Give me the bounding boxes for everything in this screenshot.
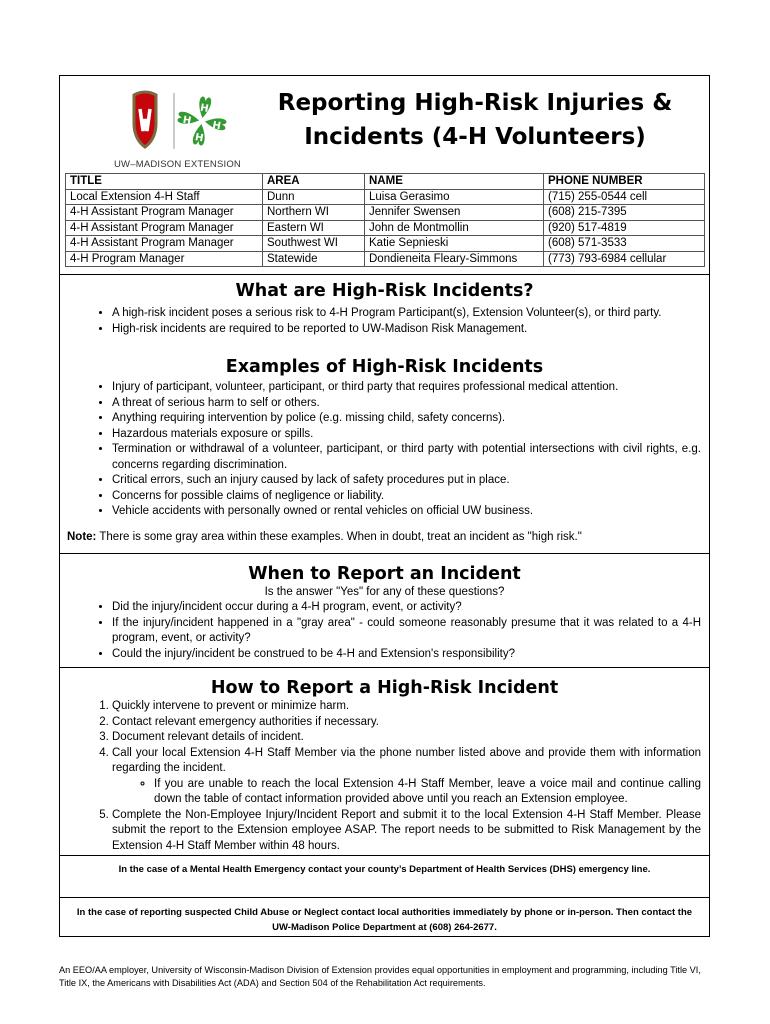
header [60, 76, 709, 171]
column-header-name: NAME [365, 174, 544, 190]
column-header-title: TITLE [66, 174, 263, 190]
cell-area: Statewide [263, 251, 365, 267]
table-row [66, 251, 705, 267]
examples-heading: Examples of High-Risk Incidents [225, 357, 544, 377]
list-item: • Anything requiring intervention by police (e.g. missing child, safety concerns). [112, 411, 701, 427]
how-steps [60, 699, 709, 854]
table-row [66, 189, 705, 205]
cell-title: Local Extension 4-H Staff [66, 189, 263, 205]
divider [60, 553, 709, 554]
cell-area: Eastern WI [263, 220, 365, 236]
step-item: 5. Complete the Non-Employee Injury/Incident Report and submit it to the local Extension 4-H Staff Member. Please submit the report to the Extension employee ASAP. The report needs to be submitted to Risk Management by the Extension 4-H Staff Member within 48 hours. [112, 808, 701, 855]
when-heading: When to Report an Incident [248, 564, 521, 584]
cell-phone: (608) 215-7395 [544, 205, 705, 221]
list-item: • Critical errors, such an injury caused by lack of safety procedures put in place. [112, 473, 701, 489]
cell-title: 4-H Assistant Program Manager [66, 236, 263, 252]
cell-name: Luisa Gerasimo [365, 189, 544, 205]
when-list [60, 600, 709, 662]
cell-name: Jennifer Swensen [365, 205, 544, 221]
list-item: • A threat of serious harm to self or others. [112, 396, 701, 412]
column-header-area: AREA [263, 174, 365, 190]
logo-text: UW–MADISON EXTENSION [114, 159, 241, 170]
mental-health-alert: In the case of a Mental Health Emergency contact your county’s Department of Health Services (DHS) emergency line. [118, 864, 651, 875]
what-list [60, 306, 709, 337]
what-section [60, 280, 709, 337]
cell-area: Northern WI [263, 205, 365, 221]
note [60, 530, 709, 545]
cell-phone: (920) 517-4819 [544, 220, 705, 236]
step-item [112, 746, 701, 808]
title-line-2: Incidents (4-H Volunteers) [304, 124, 646, 150]
logo [114, 89, 284, 169]
step-item: 3. Document relevant details of incident. [112, 730, 701, 746]
svg-text:H: H [181, 114, 193, 128]
when-intro: Is the answer "Yes" for any of these questions? [264, 586, 505, 598]
when-section [60, 563, 709, 662]
list-item: • Termination or withdrawal of a volunteer, participant, or third party with potential intersections with civil rights, e.g. concerns regarding discrimination. [112, 442, 701, 473]
examples-section [60, 356, 709, 545]
examples-list [60, 380, 709, 520]
eeo-footer: An EEO/AA employer, University of Wisconsin-Madison Division of Extension provides equal opportunities in employment and programming, including Title VI, Title IX, the Americans with Disabilities Act (ADA) and Section 504 of the Rehabilitation Act requirements. [59, 965, 701, 988]
list-item: • Did the injury/incident occur during a 4-H program, event, or activity? [112, 600, 701, 616]
list-item: • Hazardous materials exposure or spills. [112, 427, 701, 443]
column-header-phone: PHONE NUMBER [544, 174, 705, 190]
how-heading: How to Report a High-Risk Incident [210, 678, 559, 698]
divider [60, 667, 709, 668]
step-text: Call your local Extension 4-H Staff Member via the phone number listed above and provide them with information regarding the incident. [112, 746, 701, 774]
list-item: • If the injury/incident happened in a "gray area" - could someone reasonably presume that it was related to a 4-H program, event, or activity? [112, 616, 701, 647]
table-row [66, 220, 705, 236]
sub-steps [112, 777, 701, 808]
divider [60, 855, 709, 856]
page-title [260, 86, 690, 154]
cell-title: 4-H Program Manager [66, 251, 263, 267]
list-item: • High-risk incidents are required to be reported to UW-Madison Risk Management. [112, 322, 701, 338]
title-line-1: Reporting High-Risk Injuries & [277, 90, 673, 116]
uw-crest-and-clover-icon [114, 89, 234, 155]
list-item: • Vehicle accidents with personally owned or rental vehicles on official UW business. [112, 504, 701, 520]
cell-name: John de Montmollin [365, 220, 544, 236]
step-item: 2. Contact relevant emergency authorities if necessary. [112, 715, 701, 731]
cell-phone: (715) 255-0544 cell [544, 189, 705, 205]
contacts-table [65, 173, 705, 267]
svg-text:H: H [194, 132, 205, 145]
table-header-row [66, 174, 705, 190]
cell-area: Southwest WI [263, 236, 365, 252]
step-item: 1. Quickly intervene to prevent or minimize harm. [112, 699, 701, 715]
cell-name: Katie Sepnieski [365, 236, 544, 252]
divider [60, 897, 709, 898]
svg-text:H: H [199, 102, 210, 115]
note-label: Note: [67, 530, 97, 543]
divider [60, 274, 709, 275]
what-heading: What are High-Risk Incidents? [235, 281, 534, 301]
svg-text:H: H [211, 119, 222, 133]
sub-step-item: ◦ If you are unable to reach the local Extension 4-H Staff Member, leave a voice mail and continue calling down the table of contact information provided above until you reach an Extension employee. [154, 777, 701, 808]
list-item: • Could the injury/incident be construed to be 4-H and Extension's responsibility? [112, 647, 701, 663]
cell-phone: (773) 793-6984 cellular [544, 251, 705, 267]
cell-title: 4-H Assistant Program Manager [66, 205, 263, 221]
list-item: • Concerns for possible claims of negligence or liability. [112, 489, 701, 505]
cell-name: Dondieneita Fleary-Simmons [365, 251, 544, 267]
table-row [66, 236, 705, 252]
table-row [66, 205, 705, 221]
list-item: • A high-risk incident poses a serious risk to 4-H Program Participant(s), Extension Volunteer(s), or third party. [112, 306, 701, 322]
cell-phone: (608) 571-3533 [544, 236, 705, 252]
how-section [60, 677, 709, 854]
document-frame [59, 75, 710, 937]
cell-area: Dunn [263, 189, 365, 205]
cell-title: 4-H Assistant Program Manager [66, 220, 263, 236]
note-text: There is some gray area within these examples. When in doubt, treat an incident as "high risk." [96, 530, 582, 543]
child-abuse-alert: In the case of reporting suspected Child Abuse or Neglect contact local authorities immediately by phone or in-person. Then contact the UW-Madison Police Department at (608) 264-2677. [76, 907, 693, 933]
list-item: • Injury of participant, volunteer, participant, or third party that requires professional medical attention. [112, 380, 701, 396]
